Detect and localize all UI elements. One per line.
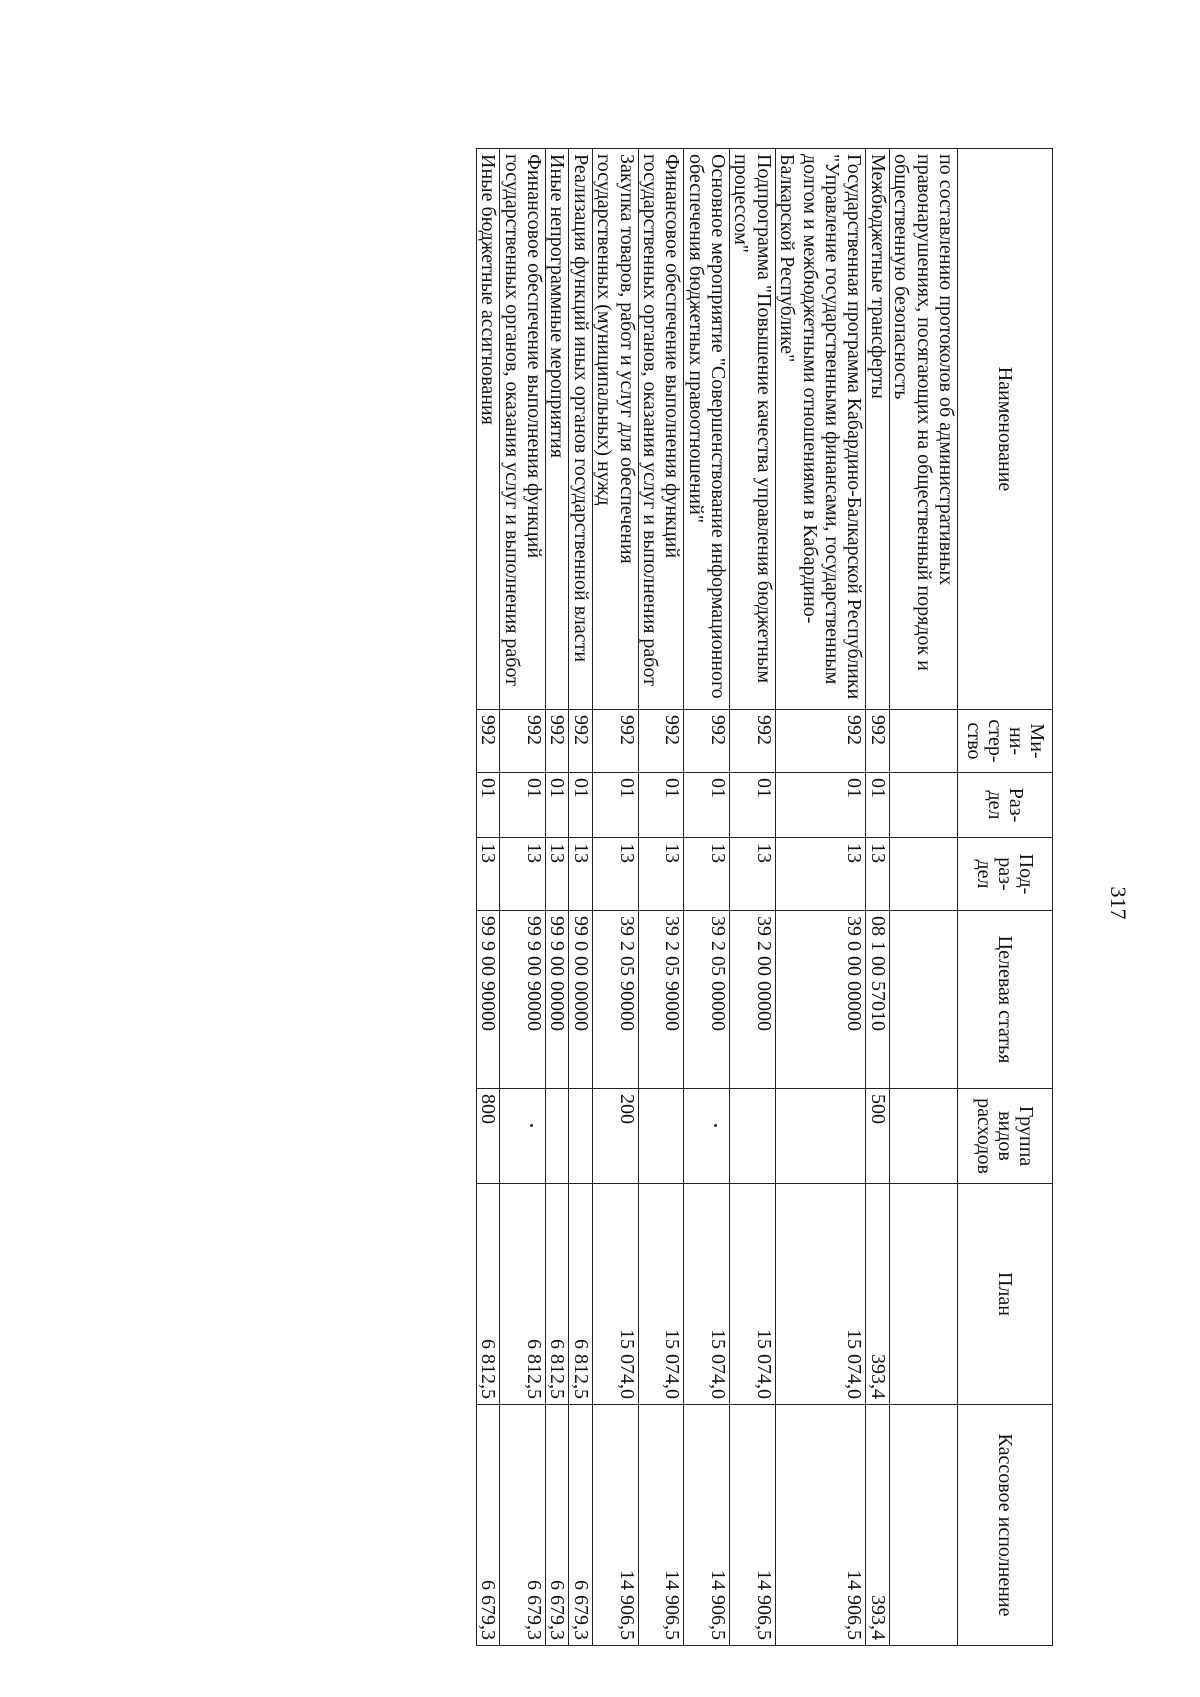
cell-razdel: 01 <box>592 773 638 838</box>
cell-name: Основное мероприятие "Совершенствование информационного обеспечения бюджетных правоотношений" <box>684 149 730 710</box>
header-row <box>958 149 1053 1646</box>
table-row <box>730 149 776 1646</box>
cell-name: Иные бюджетные ассигнования <box>476 149 499 710</box>
cell-execution: 393,4 <box>866 1405 889 1646</box>
cell-name: Иные непрограммные мероприятия <box>545 149 568 710</box>
header-plan: План <box>958 1184 1053 1405</box>
table-row <box>775 149 866 1646</box>
cell-ministry: 992 <box>569 710 592 773</box>
cell-ministry: 992 <box>684 710 730 773</box>
cell-podrazdel: 13 <box>684 838 730 911</box>
cell-execution: 14 906,5 <box>775 1405 866 1646</box>
cell-plan <box>889 1184 957 1405</box>
cell-plan: 393,4 <box>866 1184 889 1405</box>
cell-razdel: 01 <box>730 773 776 838</box>
cell-plan: 15 074,0 <box>730 1184 776 1405</box>
cell-ministry: 992 <box>775 710 866 773</box>
cell-razdel: 01 <box>684 773 730 838</box>
cell-podrazdel: 13 <box>866 838 889 911</box>
cell-ministry: 992 <box>638 710 684 773</box>
table-body <box>476 149 957 1646</box>
cell-group: 800 <box>476 1089 499 1184</box>
cell-group <box>638 1089 684 1184</box>
cell-target: 08 1 00 57010 <box>866 911 889 1089</box>
cell-name: Подпрограмма "Повышение качества управления бюджетным процессом" <box>730 149 776 710</box>
table-row <box>638 149 684 1646</box>
cell-podrazdel: 13 <box>730 838 776 911</box>
cell-execution: 6 679,3 <box>476 1405 499 1646</box>
ink-speck <box>714 1124 717 1127</box>
header-expense-group: Группа видов расходов <box>958 1089 1053 1184</box>
cell-razdel: 01 <box>569 773 592 838</box>
cell-plan: 15 074,0 <box>592 1184 638 1405</box>
cell-podrazdel: 13 <box>569 838 592 911</box>
budget-table <box>476 148 1053 1646</box>
cell-execution <box>889 1405 957 1646</box>
cell-execution: 6 679,3 <box>500 1405 546 1646</box>
cell-execution: 6 679,3 <box>569 1405 592 1646</box>
header-ministry: Ми-ни-стер-ство <box>958 710 1053 773</box>
cell-target: 39 2 00 00000 <box>730 911 776 1089</box>
cell-target: 99 0 00 00000 <box>569 911 592 1089</box>
cell-ministry: 992 <box>545 710 568 773</box>
cell-plan: 15 074,0 <box>684 1184 730 1405</box>
cell-name: Межбюджетные трансферты <box>866 149 889 710</box>
cell-execution: 14 906,5 <box>592 1405 638 1646</box>
cell-podrazdel: 13 <box>775 838 866 911</box>
table-row <box>500 149 546 1646</box>
table-row <box>545 149 568 1646</box>
cell-ministry: 992 <box>730 710 776 773</box>
cell-ministry: 992 <box>866 710 889 773</box>
cell-podrazdel: 13 <box>592 838 638 911</box>
cell-razdel: 01 <box>775 773 866 838</box>
cell-group <box>545 1089 568 1184</box>
cell-target: 99 9 00 90000 <box>500 911 546 1089</box>
cell-target: 39 2 05 90000 <box>592 911 638 1089</box>
cell-plan: 6 812,5 <box>476 1184 499 1405</box>
cell-group: 500 <box>866 1089 889 1184</box>
header-razdel: Раз-дел <box>958 773 1053 838</box>
header-name: Наименование <box>958 149 1053 710</box>
cell-plan: 15 074,0 <box>638 1184 684 1405</box>
cell-group <box>500 1089 546 1184</box>
cell-execution: 14 906,5 <box>684 1405 730 1646</box>
cell-group <box>569 1089 592 1184</box>
table-row <box>889 149 957 1646</box>
header-execution: Кассовое исполнение <box>958 1405 1053 1646</box>
ink-speck <box>530 1124 533 1127</box>
cell-group <box>775 1089 866 1184</box>
cell-razdel: 01 <box>638 773 684 838</box>
table-row <box>476 149 499 1646</box>
cell-execution: 14 906,5 <box>638 1405 684 1646</box>
cell-target: 39 2 05 00000 <box>684 911 730 1089</box>
cell-target: 39 2 05 90000 <box>638 911 684 1089</box>
cell-ministry: 992 <box>476 710 499 773</box>
cell-execution: 6 679,3 <box>545 1405 568 1646</box>
cell-name: Финансовое обеспечение выполнения функций государственных органов, оказания услуг и выполнения работ <box>638 149 684 710</box>
table-row <box>569 149 592 1646</box>
cell-ministry <box>889 710 957 773</box>
cell-razdel <box>889 773 957 838</box>
cell-group <box>684 1089 730 1184</box>
cell-plan: 6 812,5 <box>569 1184 592 1405</box>
cell-group: 200 <box>592 1089 638 1184</box>
cell-podrazdel <box>889 838 957 911</box>
cell-plan: 15 074,0 <box>775 1184 866 1405</box>
cell-name: Государственная программа Кабардино-Балкарской Республики "Управление государственными финансами, государственным долгом и межбюджетными отношениями в Кабардино-Балкарской Республике" <box>775 149 866 710</box>
cell-podrazdel: 13 <box>545 838 568 911</box>
cell-name: Финансовое обеспечение выполнения функций государственных органов, оказания услуг и выполнения работ <box>500 149 546 710</box>
table-row <box>684 149 730 1646</box>
cell-target: 99 9 00 90000 <box>476 911 499 1089</box>
cell-group <box>730 1089 776 1184</box>
cell-name: по составлению протоколов об административных правонарушениях, посягающих на общественный порядок и общественную безопасность <box>889 149 957 710</box>
header-target-article: Целевая статья <box>958 911 1053 1089</box>
cell-plan: 6 812,5 <box>500 1184 546 1405</box>
cell-razdel: 01 <box>866 773 889 838</box>
cell-ministry: 992 <box>500 710 546 773</box>
cell-ministry: 992 <box>592 710 638 773</box>
cell-target: 39 0 00 00000 <box>775 911 866 1089</box>
cell-execution: 14 906,5 <box>730 1405 776 1646</box>
cell-target: 99 9 00 00000 <box>545 911 568 1089</box>
table-header <box>958 149 1053 1646</box>
page-number: 317 <box>1106 886 1131 920</box>
cell-podrazdel: 13 <box>638 838 684 911</box>
header-podrazdel: Под-раз-дел <box>958 838 1053 911</box>
cell-name: Реализация функций иных органов государственной власти <box>569 149 592 710</box>
table-row <box>866 149 889 1646</box>
cell-podrazdel: 13 <box>476 838 499 911</box>
cell-target <box>889 911 957 1089</box>
cell-razdel: 01 <box>476 773 499 838</box>
cell-plan: 6 812,5 <box>545 1184 568 1405</box>
cell-group <box>889 1089 957 1184</box>
cell-name: Закупка товаров, работ и услуг для обеспечения государственных (муниципальных) нужд <box>592 149 638 710</box>
cell-razdel: 01 <box>545 773 568 838</box>
cell-razdel: 01 <box>500 773 546 838</box>
table-row <box>592 149 638 1646</box>
cell-podrazdel: 13 <box>500 838 546 911</box>
rotated-table-wrapper <box>140 148 1053 1640</box>
